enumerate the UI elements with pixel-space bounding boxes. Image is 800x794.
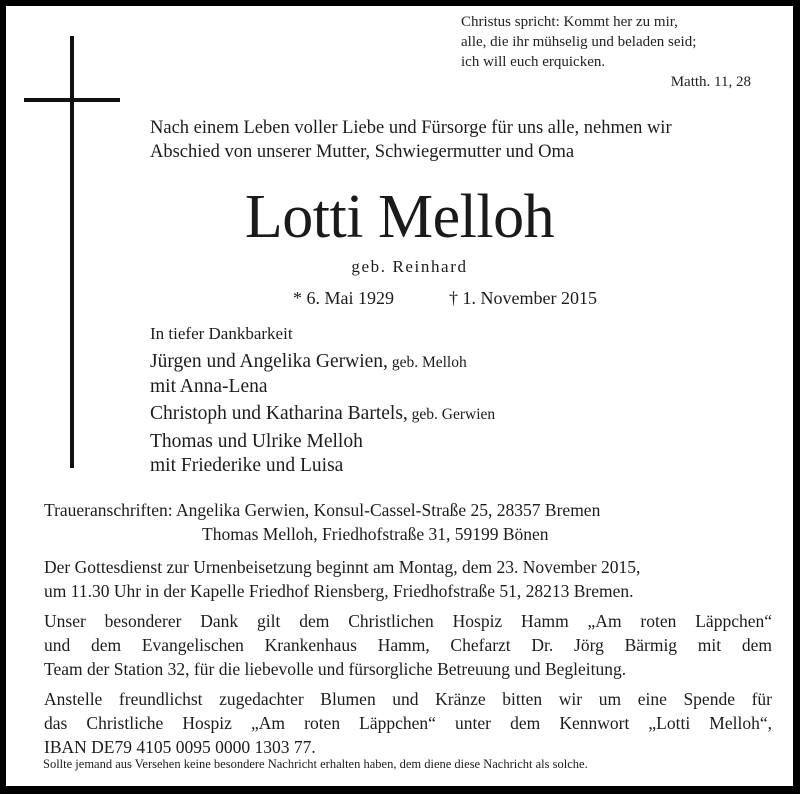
mourner-group bbox=[150, 350, 495, 399]
mourner-names bbox=[150, 350, 495, 375]
cross-horizontal-bar bbox=[24, 98, 120, 102]
gratitude-text bbox=[44, 609, 772, 681]
donation-iban: IBAN DE79 4105 0095 0000 1303 77. bbox=[44, 737, 316, 757]
birth-date: * 6. Mai 1929 bbox=[293, 288, 394, 308]
deceased-name: Lotti Melloh bbox=[244, 183, 555, 251]
mourner-note: geb. Melloh bbox=[387, 354, 467, 371]
mourner-group bbox=[150, 402, 495, 427]
gratitude-line: und dem Evangelischen Krankenhaus Hamm, Chefarzt Dr. Jörg Bärmig mit dem bbox=[44, 635, 772, 655]
bible-verse bbox=[461, 12, 771, 92]
address-entry: Angelika Gerwien, Konsul-Cassel-Straße 25, 28357 Bremen bbox=[176, 500, 601, 520]
intro-text bbox=[150, 116, 672, 164]
mourner-names-text: Christoph und Katharina Bartels, bbox=[150, 403, 408, 424]
service-line: Der Gottesdienst zur Urnenbeisetzung beginnt am Montag, dem 23. November 2015, bbox=[44, 557, 641, 577]
gratitude-line: Team der Station 32, für die liebevolle und fürsorgliche Betreuung und Begleitung. bbox=[44, 659, 627, 679]
mourning-addresses bbox=[44, 498, 600, 546]
gratitude-line: Unser besonderer Dank gilt dem Christlichen Hospiz Hamm „Am roten Läppchen“ bbox=[44, 611, 772, 631]
donation-line: Anstelle freundlichst zugedachter Blumen und Kränze bitten wir um eine Spende für bbox=[44, 689, 772, 709]
mourner-second-line: mit Anna-Lena bbox=[150, 376, 268, 397]
address-row bbox=[44, 498, 600, 522]
mourner-note: geb. Gerwien bbox=[407, 406, 496, 423]
mourner-second-line: mit Friederike und Luisa bbox=[150, 455, 344, 476]
address-entry: Thomas Melloh, Friedhofstraße 31, 59199 Bönen bbox=[202, 524, 549, 544]
service-line: um 11.30 Uhr in der Kapelle Friedhof Riensberg, Friedhofstraße 51, 28213 Bremen. bbox=[44, 581, 634, 601]
verse-line: alle, die ihr mühselig und beladen seid; bbox=[461, 34, 697, 50]
footer-note: Sollte jemand aus Versehen keine besondere Nachricht erhalten haben, dem diene diese Nachricht als solche. bbox=[43, 757, 588, 771]
intro-line: Nach einem Leben voller Liebe und Fürsorge für uns alle, nehmen wir bbox=[150, 118, 672, 138]
service-info bbox=[44, 555, 772, 603]
mourner-group bbox=[150, 430, 495, 478]
obituary-notice bbox=[6, 6, 793, 786]
verse-line: Christus spricht: Kommt her zu mir, bbox=[461, 14, 678, 30]
mourner-names bbox=[150, 402, 495, 427]
life-dates bbox=[293, 286, 597, 310]
death-date: † 1. November 2015 bbox=[449, 288, 597, 308]
maiden-name: geb. Reinhard bbox=[351, 257, 468, 276]
mourners-list bbox=[150, 322, 495, 481]
donation-request bbox=[44, 687, 772, 759]
mourner-names-text: Jürgen und Angelika Gerwien, bbox=[150, 351, 388, 372]
intro-line: Abschied von unserer Mutter, Schwiegermutter und Oma bbox=[150, 142, 575, 162]
verse-line: ich will euch erquicken. bbox=[461, 54, 606, 70]
mourner-names: Thomas und Ulrike Melloh bbox=[150, 431, 363, 452]
donation-line: das Christliche Hospiz „Am roten Läppchen“ unter dem Kennwort „Lotti Melloh“, bbox=[44, 713, 772, 733]
verse-reference: Matth. 11, 28 bbox=[670, 74, 751, 90]
addresses-label: Traueranschriften: bbox=[44, 500, 173, 520]
thanks-line: In tiefer Dankbarkeit bbox=[150, 324, 293, 343]
